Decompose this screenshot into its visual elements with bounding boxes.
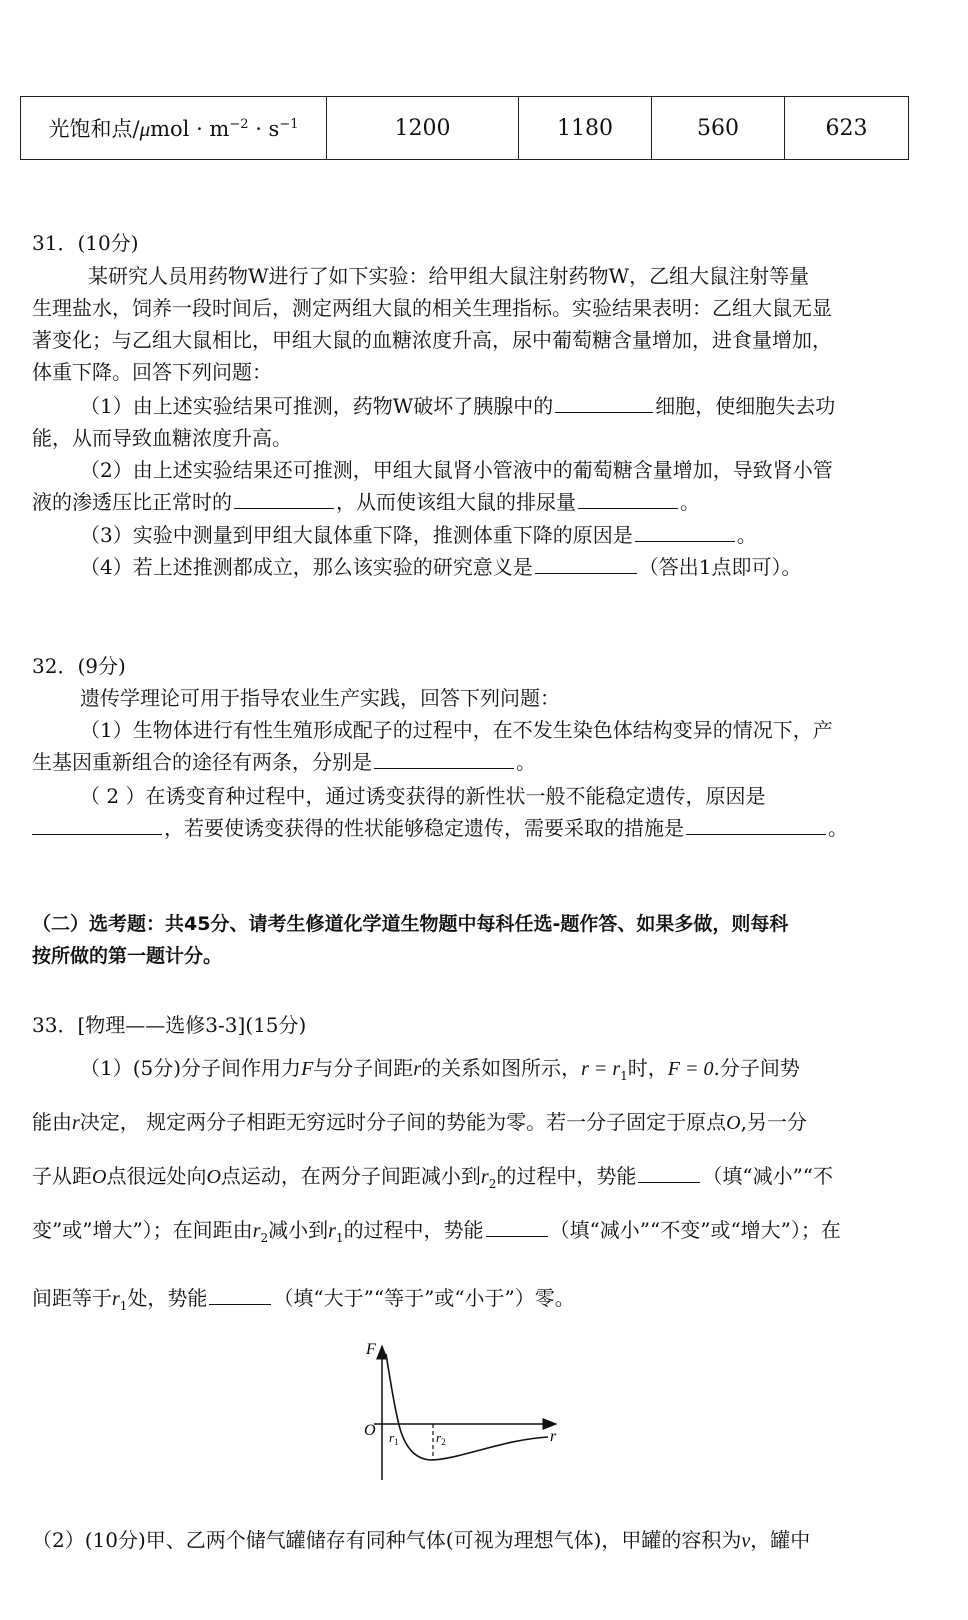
answer-blank[interactable]	[234, 488, 334, 509]
q31-para-4: 体重下降。回答下列问题：	[32, 360, 272, 384]
answer-blank[interactable]	[555, 392, 653, 413]
q33-heading: 33．[物理——选修3-3](15分)	[32, 1013, 307, 1037]
table-cell: 560	[652, 97, 785, 160]
q33-line-3: 子从距O点很远处向O点运动，在两分子间距减小到$r_2$的过程中，势能 （填“减小”“不	[32, 1164, 834, 1191]
answer-blank[interactable]	[635, 521, 735, 542]
q31-sub-3: （3）实验中测量到甲组大鼠体重下降，推测体重下降的原因是 。	[80, 523, 757, 547]
unit-s: · s	[248, 117, 280, 141]
q31-para-1: 某研究人员用药物W进行了如下实验：给甲组大鼠注射药物W，乙组大鼠注射等量	[88, 264, 810, 288]
table-label: 光饱和点/	[48, 117, 140, 141]
graph-label-r: r	[550, 1428, 557, 1445]
force-curve	[386, 1354, 548, 1460]
unit-exp-m: −2	[229, 117, 249, 132]
graph-label-r2: $r_2$	[436, 1430, 446, 1447]
q31-para-3: 著变化；与乙组大鼠相比，甲组大鼠的血糖浓度升高，尿中葡萄糖含量增加，进食量增加，	[32, 328, 832, 352]
unit-mu: μ	[139, 117, 151, 141]
q33-line-4: 变”或”增大”）；在间距由$r_2$减小到$r_1$的过程中，势能 （填“减小”“不变”或“增大”）；在	[32, 1218, 841, 1245]
q33-line-5: 间距等于$r_1$处，势能 （填“大于”“等于”或“小于”）零。	[32, 1286, 575, 1313]
q31-sub-1-cont: 能，从而导致血糖浓度升高。	[32, 426, 292, 450]
table-label-cell	[21, 97, 327, 160]
table-cell: 1180	[519, 97, 652, 160]
table-row	[21, 97, 909, 160]
answer-blank[interactable]	[686, 814, 826, 835]
q31-sub-4: （4）若上述推测都成立，那么该实验的研究意义是 （答出1点即可）。	[80, 555, 802, 579]
section-2-line-2: 按所做的第一题计分。	[32, 945, 223, 967]
graph-label-F: F	[366, 1341, 376, 1358]
q32-heading: 32．(9分)	[32, 654, 126, 678]
q33-line-1: （1）(5分)分子间作用力F与分子间距r的关系如图所示，$r = r_1$时，F = 0.分子间势	[80, 1056, 800, 1083]
q31-para-2: 生理盐水，饲养一段时间后，测定两组大鼠的相关生理指标。实验结果表明：乙组大鼠无显	[32, 296, 832, 320]
light-saturation-table	[20, 96, 909, 160]
q32-sub-2: （ 2 ）在诱变育种过程中，通过诱变获得的新性状一般不能稳定遗传，原因是	[80, 784, 766, 808]
table-cell: 1200	[327, 97, 519, 160]
q31-heading: 31．(10分)	[32, 231, 139, 255]
answer-blank[interactable]	[638, 1162, 700, 1183]
answer-blank[interactable]	[578, 488, 678, 509]
graph-label-O: O	[364, 1422, 376, 1439]
q33-part-2-line: （2）(10分)甲、乙两个储气罐储存有同种气体(可视为理想气体)，甲罐的容积为v，罐中	[32, 1528, 811, 1552]
q32-sub-2-cont: ，若要使诱变获得的性状能够稳定遗传，需要采取的措施是 。	[32, 814, 932, 842]
q31-sub-2-cont: 液的渗透压比正常时的 ，从而使该组大鼠的排尿量 。	[32, 490, 700, 514]
answer-blank[interactable]	[209, 1284, 271, 1305]
q33-line-2: 能由r决定， 规定两分子相距无穷远时分子间的势能为零。若一分子固定于原点O,另一分	[32, 1110, 807, 1134]
section-2-line-1: （二）选考题：共45分、请考生修道化学道生物题中每科任选-题作答、如果多做，则每科	[32, 913, 789, 935]
answer-blank[interactable]	[374, 748, 514, 769]
unit-mol: mol · m	[150, 117, 230, 141]
answer-blank[interactable]	[32, 814, 162, 835]
force-distance-graph	[360, 1340, 570, 1490]
q32-para-1: 遗传学理论可用于指导农业生产实践，回答下列问题：	[80, 686, 560, 710]
q32-sub-1: （1）生物体进行有性生殖形成配子的过程中，在不发生染色体结构变异的情况下，产	[80, 718, 833, 742]
q31-sub-1: （1）由上述实验结果可推测，药物W破坏了胰腺中的 细胞，使细胞失去功	[80, 394, 836, 418]
answer-blank[interactable]	[486, 1216, 548, 1237]
graph-label-r1: $r_1$	[389, 1430, 399, 1447]
unit-exp-s: −1	[279, 117, 299, 132]
answer-blank[interactable]	[535, 553, 637, 574]
table-cell: 623	[785, 97, 909, 160]
q32-sub-1-cont: 生基因重新组合的途径有两条，分别是 。	[32, 750, 536, 774]
q31-sub-2: （2）由上述实验结果还可推测，甲组大鼠肾小管液中的葡萄糖含量增加，导致肾小管	[80, 458, 833, 482]
